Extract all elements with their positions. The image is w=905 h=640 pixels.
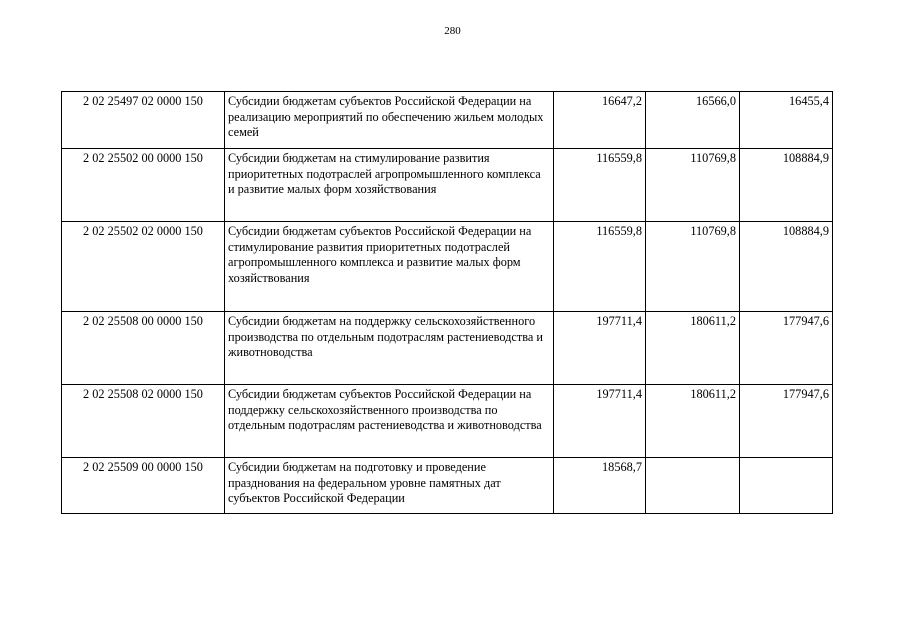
value-cell-year-2: 110769,8	[646, 222, 740, 312]
value-cell-year-1: 197711,4	[554, 385, 646, 458]
table-row	[62, 312, 833, 385]
description-cell: Субсидии бюджетам на подготовку и проведение празднования на федеральном уровне памятных дат субъектов Российской Федерации	[225, 458, 554, 514]
value-cell-year-2: 110769,8	[646, 149, 740, 222]
value-cell-year-2	[646, 458, 740, 514]
value-cell-year-1: 116559,8	[554, 222, 646, 312]
description-cell: Субсидии бюджетам на поддержку сельскохозяйственного производства по отдельным подотраслям растениеводства и животноводства	[225, 312, 554, 385]
value-cell-year-3: 177947,6	[740, 312, 833, 385]
value-cell-year-3: 16455,4	[740, 92, 833, 149]
value-cell-year-1: 16647,2	[554, 92, 646, 149]
budget-code-cell: 2 02 25502 02 0000 150	[62, 222, 225, 312]
value-cell-year-2: 16566,0	[646, 92, 740, 149]
description-cell: Субсидии бюджетам субъектов Российской Федерации на реализацию мероприятий по обеспечению жильем молодых семей	[225, 92, 554, 149]
value-cell-year-3	[740, 458, 833, 514]
table-row	[62, 458, 833, 514]
budget-code-cell: 2 02 25508 00 0000 150	[62, 312, 225, 385]
table-row	[62, 92, 833, 149]
table-row	[62, 222, 833, 312]
value-cell-year-3: 177947,6	[740, 385, 833, 458]
description-cell: Субсидии бюджетам на стимулирование развития приоритетных подотраслей агропромышленного комплекса и развитие малых форм хозяйствования	[225, 149, 554, 222]
budget-code-cell: 2 02 25502 00 0000 150	[62, 149, 225, 222]
value-cell-year-1: 197711,4	[554, 312, 646, 385]
budget-revenue-table	[61, 91, 833, 514]
table-row	[62, 149, 833, 222]
value-cell-year-1: 116559,8	[554, 149, 646, 222]
table-row	[62, 385, 833, 458]
value-cell-year-1: 18568,7	[554, 458, 646, 514]
description-cell: Субсидии бюджетам субъектов Российской Федерации на поддержку сельскохозяйственного производства по отдельным подотраслям растениеводства и животноводства	[225, 385, 554, 458]
page-number: 280	[444, 25, 461, 37]
value-cell-year-3: 108884,9	[740, 149, 833, 222]
value-cell-year-2: 180611,2	[646, 385, 740, 458]
value-cell-year-3: 108884,9	[740, 222, 833, 312]
value-cell-year-2: 180611,2	[646, 312, 740, 385]
budget-code-cell: 2 02 25508 02 0000 150	[62, 385, 225, 458]
budget-code-cell: 2 02 25497 02 0000 150	[62, 92, 225, 149]
description-cell: Субсидии бюджетам субъектов Российской Федерации на стимулирование развития приоритетных подотраслей агропромышленного комплекса и развитие малых форм хозяйствования	[225, 222, 554, 312]
budget-code-cell: 2 02 25509 00 0000 150	[62, 458, 225, 514]
